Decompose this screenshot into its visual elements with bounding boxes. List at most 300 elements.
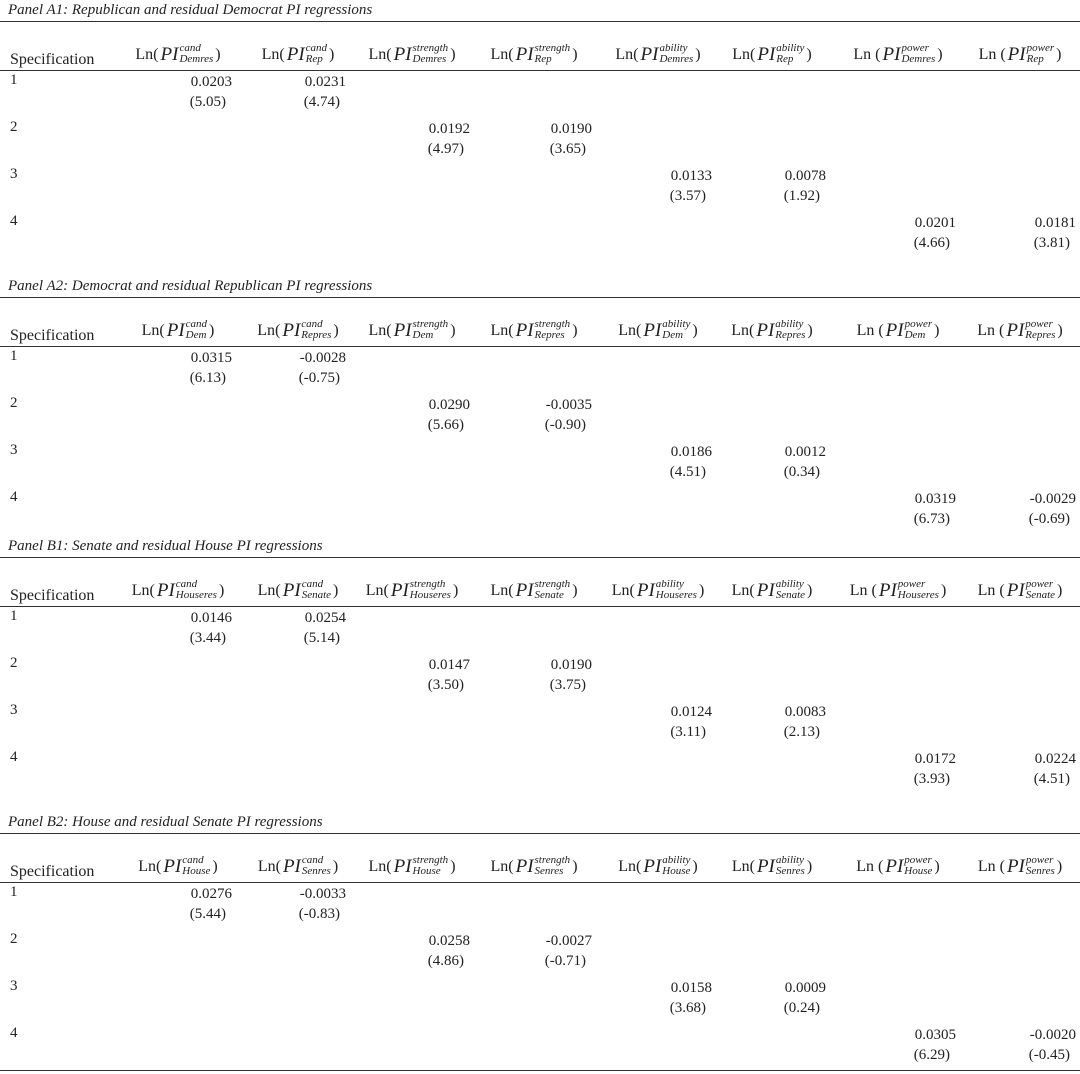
ln-prefix: Ln( (732, 46, 756, 63)
close-paren: ) (450, 322, 456, 339)
table-cell (602, 702, 712, 742)
superscript: strength (534, 317, 571, 330)
subscript: Repres (534, 328, 565, 341)
subscript: Senate (1025, 588, 1056, 601)
t-statistic: (6.13) (189, 370, 226, 386)
panel-2 (0, 276, 1080, 538)
ln-prefix: Ln( (257, 858, 281, 875)
ln-prefix: Ln( (257, 582, 281, 599)
close-paren: ) (807, 322, 813, 339)
t-statistic: (-0.90) (544, 417, 586, 433)
top-rule (0, 557, 1080, 558)
superscript: ability (775, 577, 804, 590)
t-statistic: (5.66) (427, 417, 464, 433)
close-paren: ) (1056, 858, 1063, 875)
coefficient: -0.0029 (1029, 491, 1076, 507)
coefficient: 0.0147 (428, 657, 470, 673)
pi-symbol: PI (885, 856, 904, 877)
sup-sub (305, 41, 328, 65)
table-cell (482, 395, 592, 435)
close-paren: ) (572, 582, 578, 599)
sup-sub (301, 853, 331, 877)
column-header (236, 850, 360, 884)
t-statistic: (2.13) (783, 724, 820, 740)
column-header (236, 314, 360, 348)
sup-sub (534, 41, 571, 65)
subscript: Senres (1025, 864, 1055, 877)
sup-sub (534, 577, 571, 601)
specification-header: Specification (10, 51, 95, 68)
subscript: Demres (659, 52, 694, 65)
ln-prefix: Ln ( (853, 46, 881, 63)
column-header (596, 574, 720, 608)
ln-prefix: Ln( (618, 322, 642, 339)
pi-symbol: PI (640, 44, 659, 65)
sup-sub (175, 577, 217, 601)
column-header (472, 574, 596, 608)
row-label: 4 (10, 489, 18, 505)
close-paren: ) (1057, 582, 1063, 599)
subscript: House (904, 864, 933, 877)
t-statistic: (3.68) (669, 1000, 706, 1016)
t-statistic: (5.14) (303, 630, 340, 646)
subscript: Rep (1026, 52, 1044, 65)
coefficient: 0.0192 (428, 121, 470, 137)
superscript: cand (179, 41, 201, 54)
pi-symbol: PI (282, 856, 301, 877)
t-statistic: (6.29) (913, 1047, 950, 1063)
ln-prefix: Ln( (365, 582, 389, 599)
t-statistic: (3.50) (427, 677, 464, 693)
table-cell (602, 442, 712, 482)
superscript: ability (775, 853, 804, 866)
sup-sub (412, 317, 449, 341)
subscript: House (182, 864, 211, 877)
row-label: 3 (10, 442, 18, 458)
coefficient: 0.0224 (1034, 751, 1076, 767)
column-header (836, 38, 960, 72)
coefficient: 0.0186 (670, 444, 712, 460)
ln-prefix: Ln( (490, 46, 514, 63)
superscript: strength (412, 853, 449, 866)
close-paren: ) (807, 582, 813, 599)
table-cell (122, 348, 232, 388)
coefficient: 0.0290 (428, 397, 470, 413)
table-cell (482, 119, 592, 159)
superscript: cand (301, 577, 324, 590)
close-paren: ) (806, 46, 812, 63)
panel-1 (0, 0, 1080, 262)
coefficient: 0.0231 (304, 74, 346, 90)
column-header (596, 38, 720, 72)
coefficient: 0.0124 (670, 704, 712, 720)
ln-prefix: Ln( (490, 322, 514, 339)
column-header (116, 314, 240, 348)
subscript: Rep (776, 52, 794, 65)
column-header (710, 574, 834, 608)
ln-prefix: Ln( (611, 582, 635, 599)
t-statistic: (3.75) (549, 677, 586, 693)
column-header (350, 574, 474, 608)
ln-prefix: Ln ( (856, 858, 884, 875)
pi-symbol: PI (1006, 320, 1025, 341)
pi-symbol: PI (160, 44, 179, 65)
ln-prefix: Ln( (731, 582, 755, 599)
coefficient: 0.0254 (304, 610, 346, 626)
superscript: strength (412, 317, 449, 330)
column-header (116, 38, 240, 72)
superscript: ability (662, 317, 691, 330)
t-statistic: (5.44) (189, 906, 226, 922)
panel-title: Panel B2: House and residual Senate PI regressions (8, 814, 323, 830)
close-paren: ) (329, 46, 335, 63)
subscript: Dem (904, 328, 926, 341)
coefficient: -0.0028 (299, 350, 346, 366)
close-paren: ) (1056, 46, 1062, 63)
ln-prefix: Ln ( (977, 322, 1005, 339)
table-cell (360, 119, 470, 159)
ln-prefix: Ln ( (977, 582, 1005, 599)
t-statistic: (3.81) (1033, 235, 1070, 251)
table-cell (602, 978, 712, 1018)
superscript: strength (412, 41, 449, 54)
column-header (596, 314, 720, 348)
t-statistic: (-0.45) (1028, 1047, 1070, 1063)
column-header (350, 38, 474, 72)
coefficient: 0.0201 (914, 215, 956, 231)
column-header (596, 850, 720, 884)
sup-sub (1025, 577, 1056, 601)
table-cell (602, 166, 712, 206)
coefficient: 0.0319 (914, 491, 956, 507)
coefficient: 0.0146 (190, 610, 232, 626)
row-label: 3 (10, 978, 18, 994)
sup-sub (662, 853, 691, 877)
column-header (710, 314, 834, 348)
table-cell (966, 749, 1076, 789)
pi-symbol: PI (878, 580, 897, 601)
subscript: Dem (185, 328, 207, 341)
superscript: power (1025, 317, 1053, 330)
superscript: ability (662, 853, 691, 866)
column-header (710, 850, 834, 884)
subscript: Houseres (409, 588, 451, 601)
pi-symbol: PI (156, 580, 175, 601)
sup-sub (904, 853, 933, 877)
top-rule (0, 833, 1080, 834)
subscript: Senres (534, 864, 564, 877)
table-cell (966, 213, 1076, 253)
coefficient: 0.0305 (914, 1027, 956, 1043)
column-header (836, 574, 960, 608)
row-label: 2 (10, 119, 18, 135)
coefficient: 0.0258 (428, 933, 470, 949)
column-header (236, 38, 360, 72)
ln-prefix: Ln( (368, 322, 392, 339)
close-paren: ) (332, 858, 339, 875)
close-paren: ) (450, 46, 456, 63)
close-paren: ) (934, 858, 940, 875)
subscript: Rep (305, 52, 323, 65)
superscript: ability (659, 41, 688, 54)
table-cell (966, 1025, 1076, 1065)
bottom-rule (0, 1070, 1080, 1071)
ln-prefix: Ln ( (856, 322, 884, 339)
sup-sub (301, 317, 332, 341)
column-header (836, 314, 960, 348)
subscript: Dem (412, 328, 434, 341)
row-label: 3 (10, 166, 18, 182)
t-statistic: (4.97) (427, 141, 464, 157)
panel-4 (0, 812, 1080, 1074)
table-cell (482, 931, 592, 971)
sup-sub (775, 853, 805, 877)
ln-prefix: Ln ( (849, 582, 877, 599)
t-statistic: (3.57) (669, 188, 706, 204)
sup-sub (182, 853, 211, 877)
coefficient: 0.0315 (190, 350, 232, 366)
table-cell (966, 489, 1076, 529)
ln-prefix: Ln( (131, 582, 155, 599)
table-cell (236, 72, 346, 112)
coefficient: 0.0009 (784, 980, 826, 996)
sup-sub (655, 577, 697, 601)
sup-sub (301, 577, 332, 601)
close-paren: ) (695, 46, 701, 63)
column-header (958, 850, 1080, 884)
sup-sub (1025, 853, 1055, 877)
table-cell (482, 655, 592, 695)
ln-prefix: Ln( (618, 858, 642, 875)
ln-prefix: Ln( (731, 858, 755, 875)
subscript: House (662, 864, 691, 877)
subscript: Senate (775, 588, 806, 601)
row-label: 1 (10, 608, 18, 624)
panel-3 (0, 536, 1080, 798)
panel-title: Panel A2: Democrat and residual Republican PI regressions (8, 278, 373, 294)
close-paren: ) (572, 46, 578, 63)
panel-title: Panel A1: Republican and residual Democrat PI regressions (8, 2, 373, 18)
subscript: Houseres (897, 588, 939, 601)
ln-prefix: Ln( (138, 858, 162, 875)
pi-symbol: PI (515, 44, 534, 65)
superscript: strength (534, 577, 571, 590)
subscript: Demres (179, 52, 214, 65)
row-label: 4 (10, 213, 18, 229)
ln-prefix: Ln ( (978, 46, 1006, 63)
table-cell (846, 489, 956, 529)
column-header (958, 574, 1080, 608)
subscript: Senate (301, 588, 332, 601)
column-header (958, 314, 1080, 348)
subscript: Senate (534, 588, 564, 601)
sup-sub (534, 317, 571, 341)
ln-prefix: Ln( (615, 46, 639, 63)
pi-symbol: PI (515, 320, 534, 341)
coefficient: 0.0133 (670, 168, 712, 184)
table-cell (846, 213, 956, 253)
sup-sub (1026, 41, 1055, 65)
pi-symbol: PI (282, 320, 301, 341)
pi-symbol: PI (390, 580, 409, 601)
t-statistic: (3.93) (913, 771, 950, 787)
superscript: cand (301, 853, 324, 866)
column-header (116, 574, 240, 608)
t-statistic: (3.11) (670, 724, 706, 740)
pi-symbol: PI (1006, 580, 1025, 601)
pi-symbol: PI (1007, 44, 1026, 65)
superscript: strength (534, 41, 571, 54)
superscript: power (897, 577, 926, 590)
ln-prefix: Ln ( (977, 858, 1005, 875)
pi-symbol: PI (286, 44, 305, 65)
t-statistic: (4.51) (1033, 771, 1070, 787)
coefficient: 0.0190 (550, 657, 592, 673)
t-statistic: (3.65) (549, 141, 586, 157)
close-paren: ) (692, 322, 698, 339)
table-cell (122, 884, 232, 924)
sup-sub (901, 41, 936, 65)
pi-symbol: PI (643, 856, 662, 877)
close-paren: ) (1057, 322, 1063, 339)
close-paren: ) (333, 322, 339, 339)
superscript: power (1025, 577, 1054, 590)
table-cell (716, 166, 826, 206)
sup-sub (776, 41, 805, 65)
ln-prefix: Ln( (731, 322, 755, 339)
t-statistic: (4.74) (303, 94, 340, 110)
pi-symbol: PI (1006, 856, 1025, 877)
subscript: Dem (662, 328, 684, 341)
subscript: Houseres (655, 588, 697, 601)
pi-symbol: PI (756, 580, 775, 601)
sup-sub (775, 317, 806, 341)
superscript: cand (301, 317, 323, 330)
t-statistic: (-0.83) (298, 906, 340, 922)
pi-symbol: PI (393, 856, 412, 877)
t-statistic: (1.92) (783, 188, 820, 204)
close-paren: ) (450, 858, 456, 875)
table-cell (360, 395, 470, 435)
column-header (116, 850, 240, 884)
pi-symbol: PI (756, 856, 775, 877)
sup-sub (412, 41, 449, 65)
column-header (350, 850, 474, 884)
superscript: cand (175, 577, 198, 590)
superscript: ability (775, 317, 804, 330)
subscript: Demres (412, 52, 447, 65)
close-paren: ) (209, 322, 215, 339)
subscript: Demres (901, 52, 936, 65)
sup-sub (412, 853, 449, 877)
row-label: 2 (10, 395, 18, 411)
sup-sub (185, 317, 208, 341)
superscript: power (904, 853, 932, 866)
column-header (472, 850, 596, 884)
sup-sub (659, 41, 694, 65)
pi-symbol: PI (515, 580, 534, 601)
row-label: 1 (10, 884, 18, 900)
t-statistic: (0.34) (783, 464, 820, 480)
table-cell (846, 749, 956, 789)
subscript: Repres (301, 328, 332, 341)
pi-symbol: PI (882, 44, 901, 65)
coefficient: -0.0035 (545, 397, 592, 413)
close-paren: ) (452, 582, 459, 599)
ln-prefix: Ln( (490, 858, 514, 875)
t-statistic: (5.05) (189, 94, 226, 110)
sup-sub (409, 577, 451, 601)
coefficient: -0.0020 (1029, 1027, 1076, 1043)
t-statistic: (4.66) (913, 235, 950, 251)
close-paren: ) (698, 582, 705, 599)
table-cell (236, 348, 346, 388)
column-header (836, 850, 960, 884)
top-rule (0, 21, 1080, 22)
subscript: House (412, 864, 441, 877)
row-label: 3 (10, 702, 18, 718)
pi-symbol: PI (393, 44, 412, 65)
superscript: power (904, 317, 933, 330)
table-cell (122, 72, 232, 112)
coefficient: 0.0190 (550, 121, 592, 137)
panel-title: Panel B1: Senate and residual House PI regressions (8, 538, 323, 554)
coefficient: -0.0033 (299, 886, 346, 902)
ln-prefix: Ln( (261, 46, 285, 63)
superscript: power (901, 41, 929, 54)
pi-symbol: PI (643, 320, 662, 341)
column-header (710, 38, 834, 72)
row-label: 1 (10, 72, 18, 88)
column-header (350, 314, 474, 348)
row-label: 4 (10, 1025, 18, 1041)
table-cell (122, 608, 232, 648)
table-cell (716, 978, 826, 1018)
t-statistic: (3.44) (189, 630, 226, 646)
specification-header: Specification (10, 587, 95, 604)
subscript: Senres (775, 864, 805, 877)
sup-sub (1025, 317, 1056, 341)
superscript: strength (534, 853, 571, 866)
pi-symbol: PI (885, 320, 904, 341)
close-paren: ) (934, 322, 940, 339)
close-paren: ) (806, 858, 813, 875)
header-rule (0, 70, 1080, 71)
t-statistic: (-0.69) (1028, 511, 1070, 527)
coefficient: 0.0012 (784, 444, 826, 460)
close-paren: ) (333, 582, 339, 599)
superscript: cand (305, 41, 328, 54)
coefficient: 0.0276 (190, 886, 232, 902)
pi-symbol: PI (757, 44, 776, 65)
table-cell (846, 1025, 956, 1065)
sup-sub (904, 317, 933, 341)
t-statistic: (6.73) (913, 511, 950, 527)
ln-prefix: Ln( (141, 322, 165, 339)
ln-prefix: Ln( (490, 582, 514, 599)
subscript: Houseres (175, 588, 217, 601)
superscript: cand (185, 317, 208, 330)
pi-symbol: PI (282, 580, 301, 601)
sup-sub (179, 41, 214, 65)
close-paren: ) (572, 858, 578, 875)
t-statistic: (4.51) (669, 464, 706, 480)
table-cell (360, 931, 470, 971)
subscript: Repres (775, 328, 806, 341)
t-statistic: (-0.71) (544, 953, 586, 969)
coefficient: 0.0172 (914, 751, 956, 767)
table-cell (716, 702, 826, 742)
